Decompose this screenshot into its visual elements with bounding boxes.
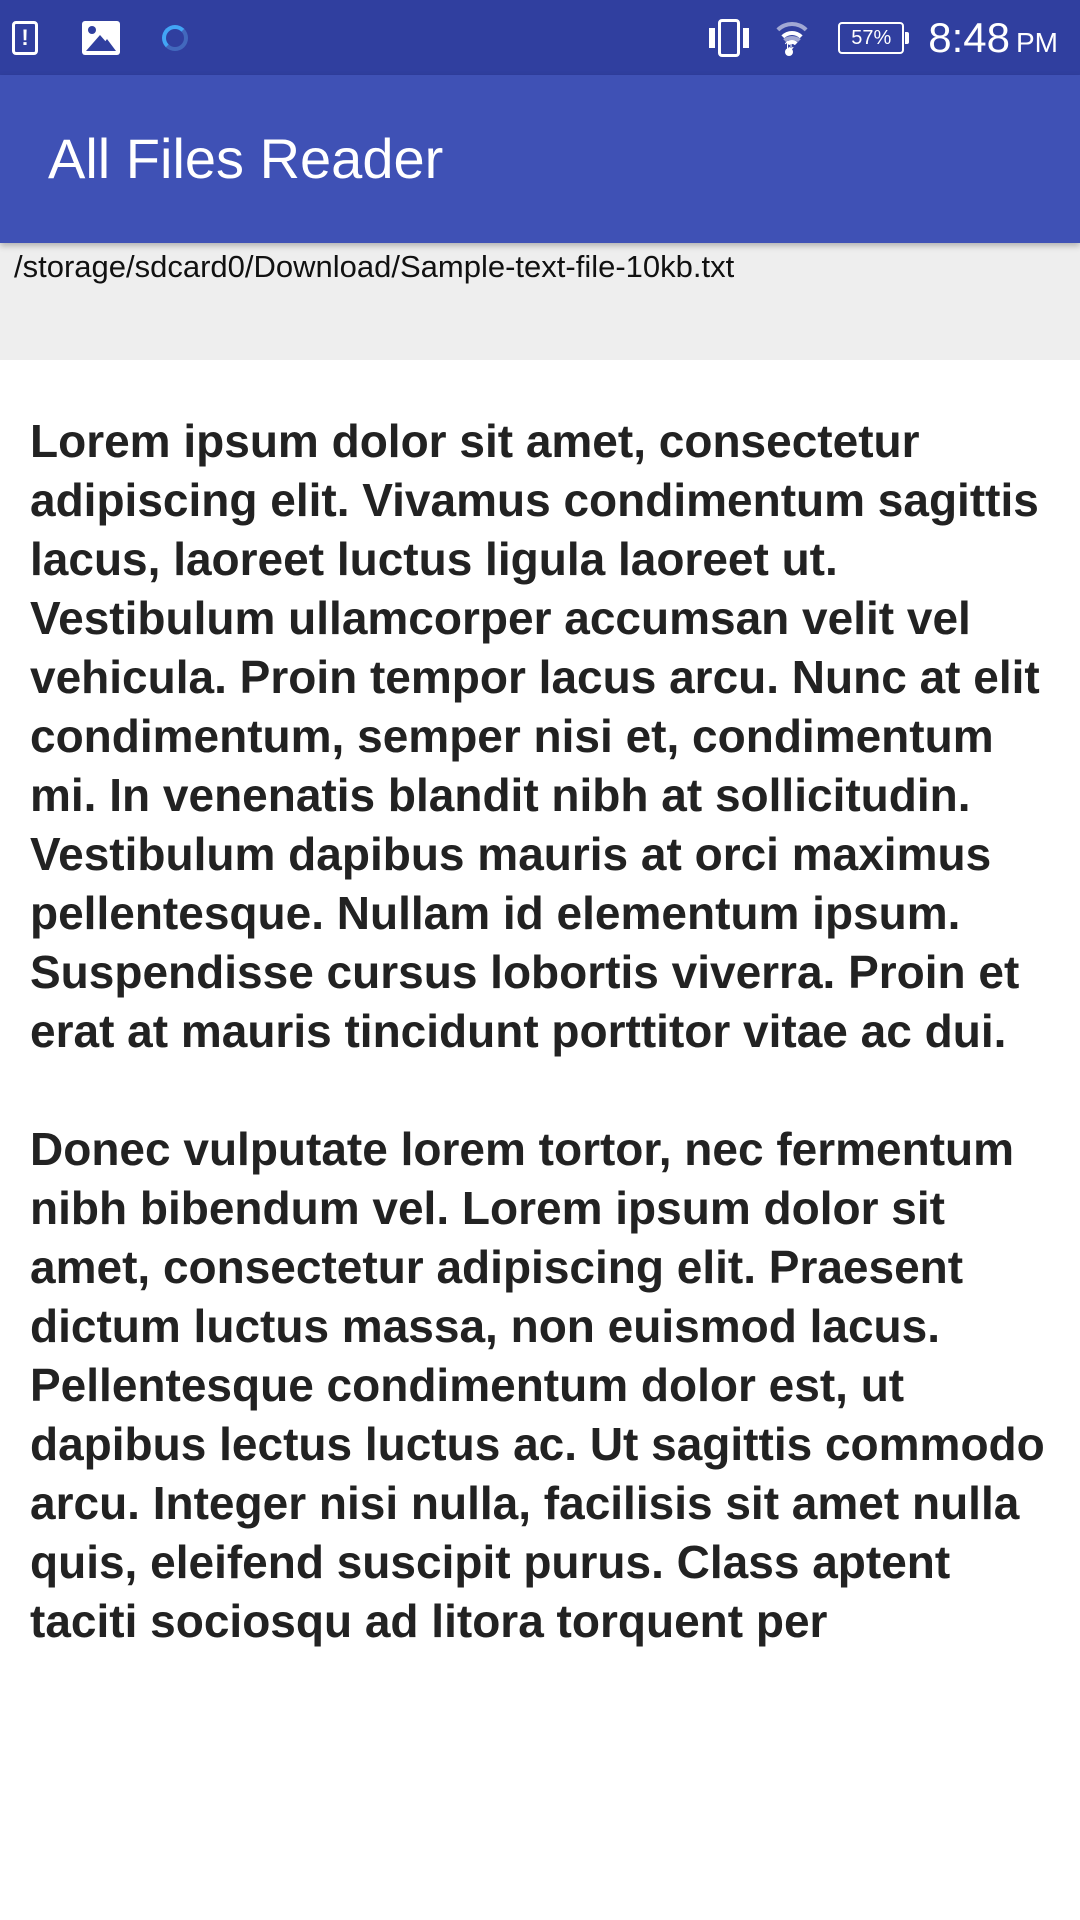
clock	[928, 14, 1058, 62]
clock-ampm: PM	[1016, 26, 1058, 58]
status-bar-right	[718, 0, 1058, 75]
file-path-bar	[0, 243, 1080, 360]
file-path: /storage/sdcard0/Download/Sample-text-file-10kb.txt	[14, 249, 735, 284]
wifi-icon: ⇅	[770, 20, 814, 56]
loading-spinner-icon	[162, 25, 188, 51]
battery-level: 57%	[851, 26, 892, 49]
alert-icon: !	[12, 21, 38, 55]
file-content-text: Lorem ipsum dolor sit amet, consectetur adipiscing elit. Vivamus condimentum sagittis lacus, laoreet luctus ligula laoreet ut. Vestibulum ullamcorper accumsan velit vel vehicula. Proin tempor lacus arcu. Nunc at elit condimentum, semper nisi et, condimentum mi. In venenatis blandit nibh at sollicitudin. Vestibulum dapibus mauris at orci maximus pellentesque. Nullam id elementum ipsum. Suspendisse cursus lobortis viverra. Proin et erat at mauris tincidunt porttitor vitae ac dui. Donec vulputate lorem tortor, nec fermentum nibh bibendum vel. Lorem ipsum dolor sit amet, consectetur adipiscing elit. Praesent dictum luctus massa, non euismod lacus. Pellentesque condimentum dolor est, ut dapibus lectus luctus ac. Ut sagittis commodo arcu. Integer nisi nulla, facilisis sit amet nulla quis, eleifend suscipit purus. Class aptent taciti sociosqu ad litora torquent per	[30, 415, 1045, 1647]
battery-icon	[838, 22, 904, 54]
status-bar	[0, 0, 1080, 75]
clock-time: 8:48	[928, 13, 1010, 61]
file-content-scroll-view[interactable]	[0, 360, 1080, 1920]
app-bar	[0, 75, 1080, 243]
image-icon	[82, 21, 120, 55]
app-title: All Files Reader	[48, 127, 444, 190]
status-bar-left	[0, 0, 188, 75]
vibrate-icon	[718, 19, 740, 57]
